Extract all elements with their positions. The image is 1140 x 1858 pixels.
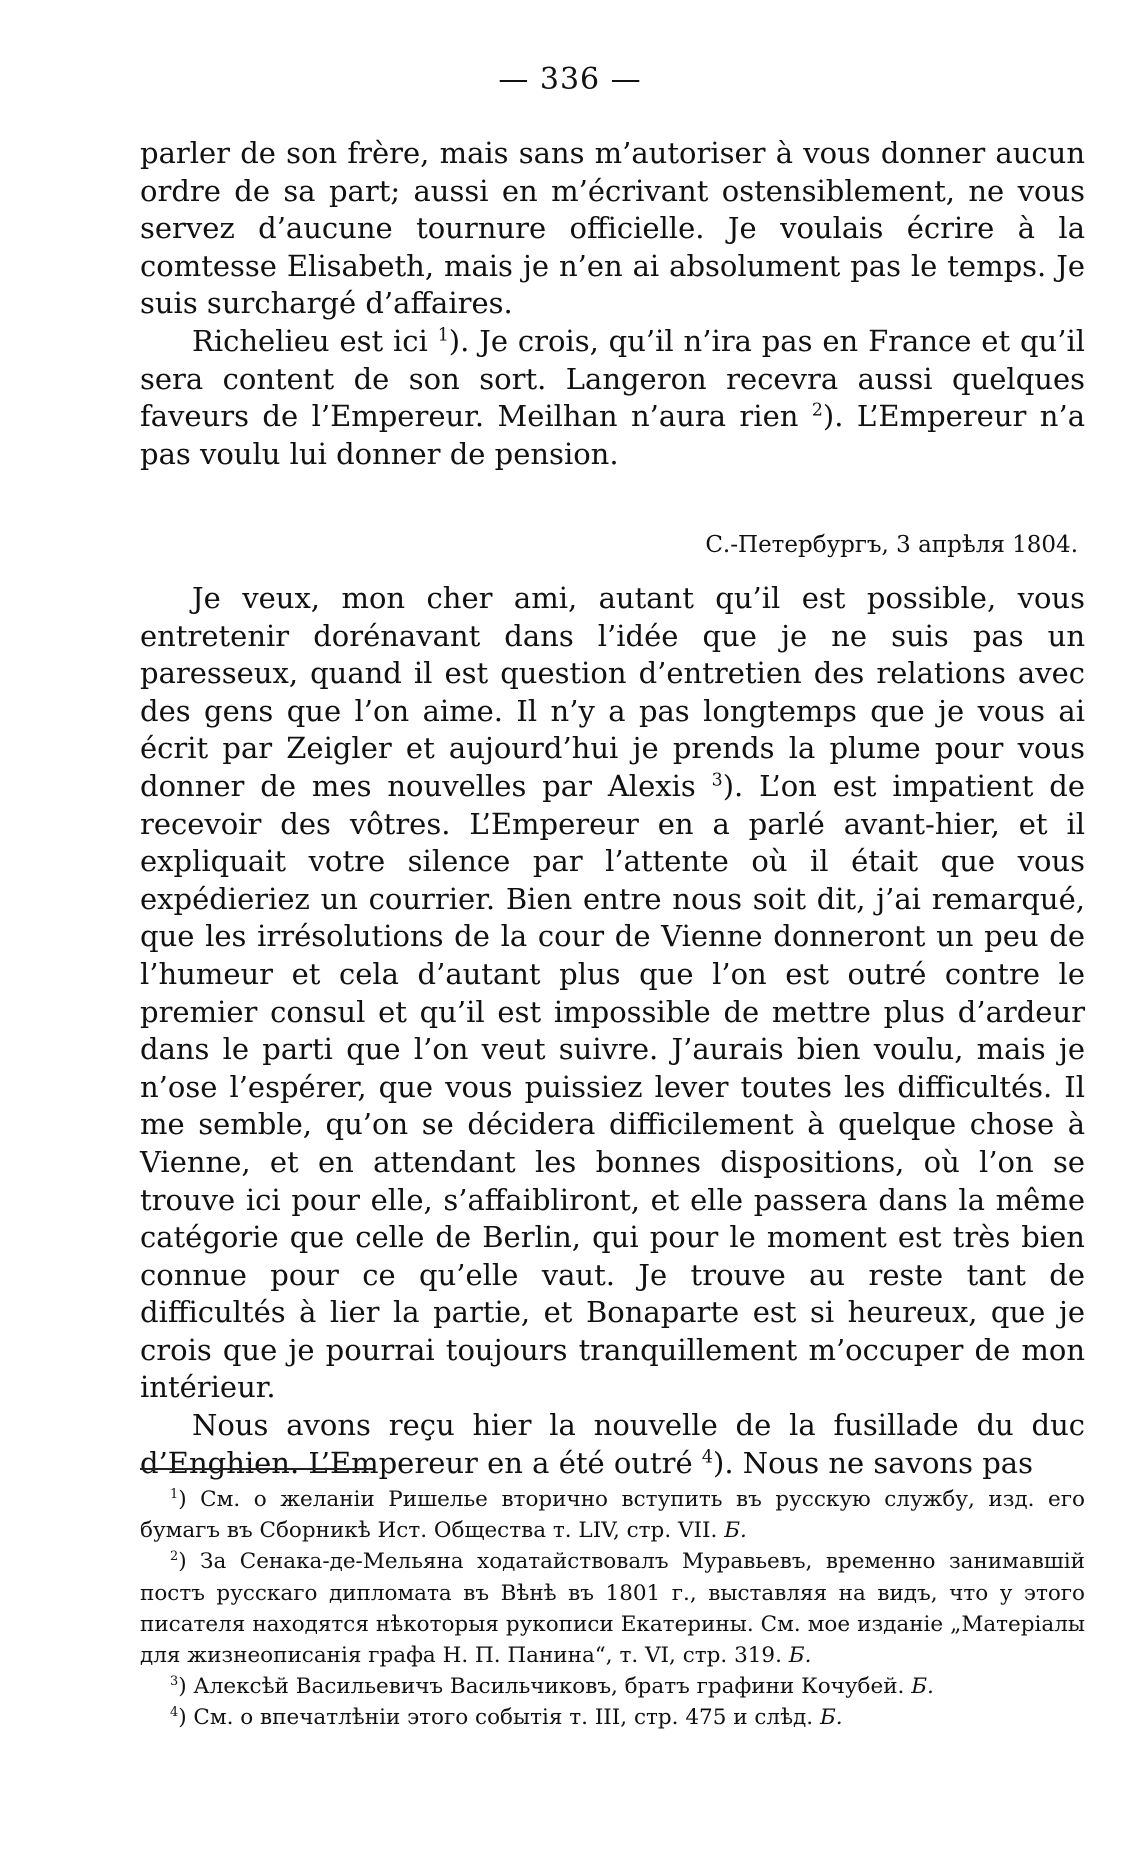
letter-1-text (140, 135, 1085, 473)
letter-dateline: С.-Петербургъ, 3 апрѣля 1804. (705, 532, 1078, 558)
footnotes (140, 1484, 1085, 1734)
footnote-divider (140, 1468, 375, 1470)
footnote-ref: 2 (811, 400, 823, 421)
footnote-ref: 4 (701, 1447, 713, 1467)
paragraph: Richelieu est ici $^1$). Je crois, qu’il n’ira pas en France et qu’il sera content de son sort. Langeron recevra aussi quelques faveurs de l’Empereur. Meilhan n’aura rien $^2$). L’Empereur n’a pas voulu lui donner de pension. (140, 323, 1085, 471)
paragraph: parler de son frère, mais sans m’autoriser à vous donner aucun ordre de sa part; aussi en m’écrivant ostensiblement, ne vous servez d’aucune tournure officielle. Je voulais écrire à la comtesse Elisabeth, mais je n’en ai absolument pas le temps. Je suis surchargé d’affaires. (140, 136, 1085, 321)
footnote: $^3$) Алексѣй Васильевичъ Васильчиковъ, братъ графини Кочубей. Б. (170, 1674, 934, 1700)
footnote-ref: 3 (711, 770, 723, 791)
footnote: $^1$) См. о желаніи Ришелье вторично вступить въ русскую службу, изд. его бумагъ въ Сборникѣ Ист. Общества т. LIV, стр. VII. Б. (140, 1486, 1085, 1544)
paragraph: Je veux, mon cher ami, autant qu’il est possible, vous entretenir dorénavant dans l’idée que je ne suis pas un paresseux, quand il est question d’entretien des relations avec des gens que l’on aime. Il n’y a pas longtemps que je vous ai écrit par Zeigler et aujourd’hui je prends la plume pour vous donner de mes nouvelles par Alexis $^3$). L’on est impatient de recevoir des vôtres. L’Empereur en a parlé avant-hier, et il expliquait votre silence par l’attente où il était que vous expédieriez un courrier. Bien entre nous soit dit, j’ai remarqué, que les irrésolutions de la cour de Vienne donneront un peu de l’humeur et cela d’autant plus que l’on est outré contre le premier consul et qu’il est impossible de mettre plus d’ardeur dans le parti que l’on veut suivre. J’aurais bien voulu, mais je n’ose l’espérer, que vous puissiez lever toutes les difficultés. Il me semble, qu’on se décidera difficilement à quelque chose à Vienne, et en attendant les bonnes dispositions, où l’on se trouve ici pour elle, s’affaibliront, et elle passera dans la même catégorie que celle de Berlin, qui pour le moment est très bien connue pour ce qu’elle vaut. Je trouve au reste tant de difficultés à lier la partie, et Bonaparte est si heureux, que je crois que je pourrai toujours tranquillement m’occuper de mon intérieur. (140, 581, 1086, 1405)
paragraph: Nous avons reçu hier la nouvelle de la fusillade du duc d’Enghien. L’Empereur en a été outré $^4$). Nous ne savons pas (140, 1408, 1085, 1480)
footnote: $^2$) За Сенака-де-Мельяна ходатайствовалъ Муравьевъ, временно занимавшій постъ русскаго дипломата въ Вѣнѣ въ 1801 г., выставляя на видъ, что у этого писателя находятся нѣкоторыя рукописи Екатерины. См. мое изданіе „Матеріалы для жизнеописанія графа Н. П. Панина“, т. VI, стр. 319. Б. (140, 1549, 1085, 1669)
footnote: $^4$) См. о впечатлѣніи этого событія т. III, стр. 475 и слѣд. Б. (170, 1705, 843, 1731)
letter-2-text (140, 580, 1085, 1482)
page-number: — 336 — (498, 62, 642, 97)
footnote-ref: 1 (437, 325, 449, 346)
